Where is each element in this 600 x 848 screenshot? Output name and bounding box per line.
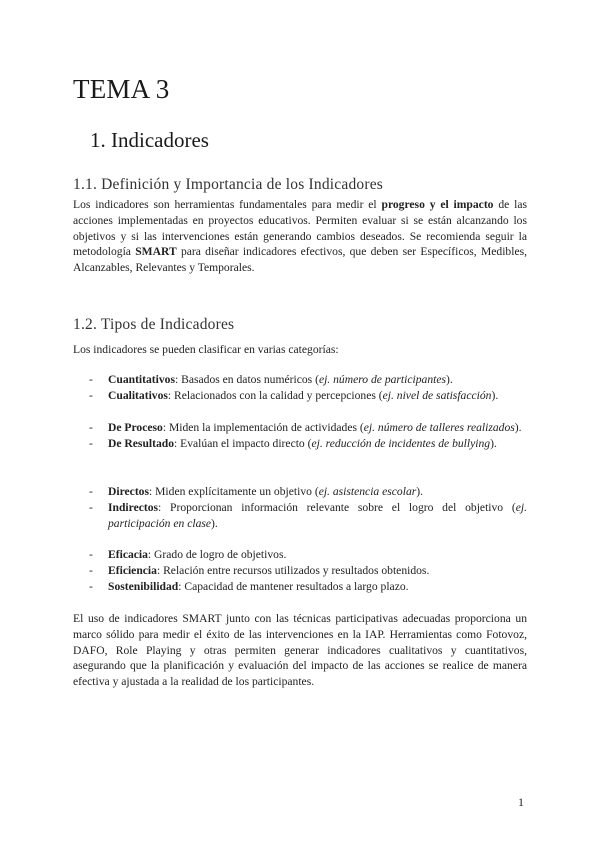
- bullet-dash: -: [89, 500, 93, 514]
- bullet-dash: -: [89, 436, 93, 450]
- list-item: - Directos: Miden explícitamente un objetivo (ej. asistencia escolar).: [89, 485, 424, 498]
- indicator-list-group-1: [73, 372, 527, 404]
- section-heading: 1. Indicadores: [90, 128, 209, 152]
- list-item: - Cualitativos: Relacionados con la calidad y percepciones (ej. nivel de satisfacción).: [89, 388, 499, 402]
- list-item: - De Resultado: Evalúan el impacto directo (ej. reducción de incidentes de bullying).: [89, 436, 497, 450]
- list-item: - Sostenibilidad: Capacidad de mantener resultados a largo plazo.: [89, 579, 409, 593]
- indicator-list-group-2: [73, 420, 527, 452]
- closing-paragraph: El uso de indicadores SMART junto con las técnicas participativas adecuadas proporciona un marco sólido para medir el éxito de las intervenciones en la IAP. Herramientas como Fotovoz, DAFO, Role Playing y otras permiten generar indicadores cualitativos y cuantitativos, asegurando que la planificación y evaluación del impacto de las acciones se realice de manera efectiva y ajustada a la realidad de los participantes.: [73, 612, 527, 689]
- bullet-dash: -: [89, 579, 93, 593]
- list-item: - Cuantitativos: Basados en datos numéricos (ej. número de participantes).: [89, 373, 453, 386]
- indicator-list-group-4: [73, 547, 527, 594]
- document-title: TEMA 3: [73, 74, 170, 104]
- bullet-dash: -: [89, 388, 93, 402]
- paragraph-text: de las acciones implementadas en proyectos educativos. Permiten evaluar si se están alcanzando los objetivos y si las intervenciones están generando cambios deseados. Se recomienda seguir la metodología: [73, 198, 527, 259]
- list-item: - Indirectos: Proporcionan información relevante sobre el logro del objetivo (ej. participación en clase).: [89, 500, 527, 530]
- paragraph-text: Los indicadores son herramientas fundamentales para medir el: [73, 198, 382, 211]
- page-number: 1: [518, 795, 524, 809]
- subsection-heading-1-2: 1.2. Tipos de Indicadores: [73, 316, 235, 333]
- bullet-dash: -: [89, 563, 93, 577]
- types-intro: Los indicadores se pueden clasificar en varias categorías:: [73, 343, 339, 356]
- bullet-dash: -: [89, 373, 93, 386]
- bold-text: progreso y el impacto: [381, 198, 494, 211]
- bullet-dash: -: [89, 485, 93, 498]
- bullet-dash: -: [89, 548, 93, 561]
- indicator-list-group-3: [73, 484, 527, 531]
- list-item: - De Proceso: Miden la implementación de actividades (ej. número de talleres realizados).: [89, 421, 522, 434]
- subsection-heading-1-1: 1.1. Definición y Importancia de los Indicadores: [73, 176, 384, 193]
- definition-paragraph: [73, 197, 527, 276]
- paragraph-text: para diseñar indicadores efectivos, que deben ser Específicos, Medibles, Alcanzables, Relevantes y Temporales.: [73, 245, 528, 275]
- list-item: - Eficacia: Grado de logro de objetivos.: [89, 548, 287, 561]
- bullet-dash: -: [89, 421, 93, 434]
- bold-text: SMART: [135, 245, 177, 259]
- list-item: - Eficiencia: Relación entre recursos utilizados y resultados obtenidos.: [89, 563, 430, 577]
